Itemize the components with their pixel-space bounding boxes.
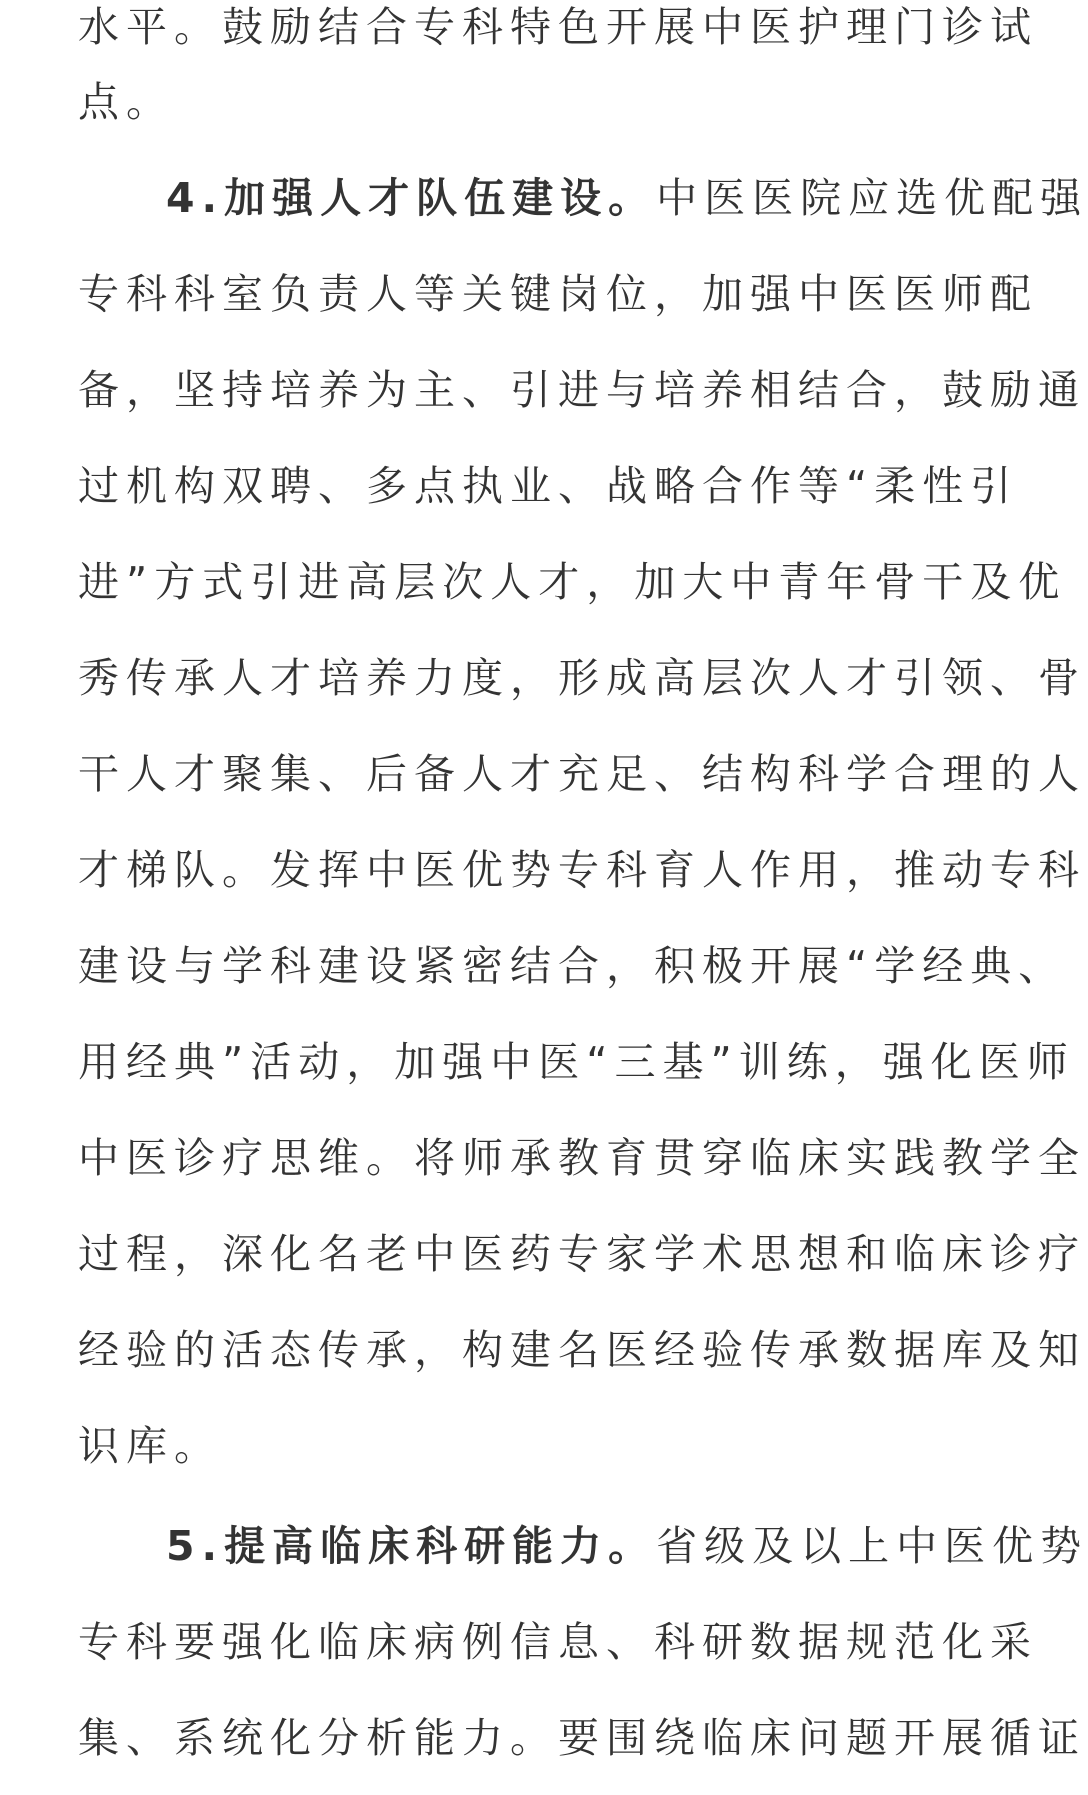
paragraph-line: 专科科室负责人等关键岗位，加强中医医师配	[78, 270, 1038, 318]
paragraph-line: 点。	[78, 78, 174, 126]
section-5-first-line	[78, 1498, 1088, 1594]
paragraph-line: 过程，深化名老中医药专家学术思想和临床诊疗	[78, 1230, 1086, 1278]
paragraph-line: 秀传承人才培养力度，形成高层次人才引领、骨	[78, 654, 1086, 702]
section-5-first-line-text: 省级及以上中医优势	[656, 1522, 1088, 1570]
section-5-heading: 5.提高临床科研能力。	[166, 1522, 657, 1570]
section-4-first-line-text: 中医医院应选优配强	[656, 174, 1088, 222]
article-body	[78, 0, 1088, 1786]
paragraph-line: 才梯队。发挥中医优势专科育人作用，推动专科	[78, 846, 1086, 894]
paragraph-line: 集、系统化分析能力。要围绕临床问题开展循证	[78, 1714, 1086, 1762]
paragraph-line: 进”方式引进高层次人才，加大中青年骨干及优	[78, 558, 1067, 606]
paragraph-line: 中医诊疗思维。将师承教育贯穿临床实践教学全	[78, 1134, 1086, 1182]
paragraph-line: 经验的活态传承，构建名医经验传承数据库及知	[78, 1326, 1086, 1374]
paragraph-line: 识库。	[78, 1422, 222, 1470]
paragraph-line: 用经典”活动，加强中医“三基”训练，强化医师	[78, 1038, 1075, 1086]
paragraph-line: 干人才聚集、后备人才充足、结构科学合理的人	[78, 750, 1086, 798]
paragraph-line: 建设与学科建设紧密结合，积极开展“学经典、	[78, 942, 1067, 990]
paragraph-line: 过机构双聘、多点执业、战略合作等“柔性引	[78, 462, 1019, 510]
section-4-heading: 4.加强人才队伍建设。	[166, 174, 657, 222]
section-4-first-line	[78, 150, 1088, 246]
paragraph-line: 专科要强化临床病例信息、科研数据规范化采	[78, 1618, 1038, 1666]
paragraph-line: 备，坚持培养为主、引进与培养相结合，鼓励通	[78, 366, 1086, 414]
paragraph-line: 水平。鼓励结合专科特色开展中医护理门诊试	[78, 3, 1038, 51]
